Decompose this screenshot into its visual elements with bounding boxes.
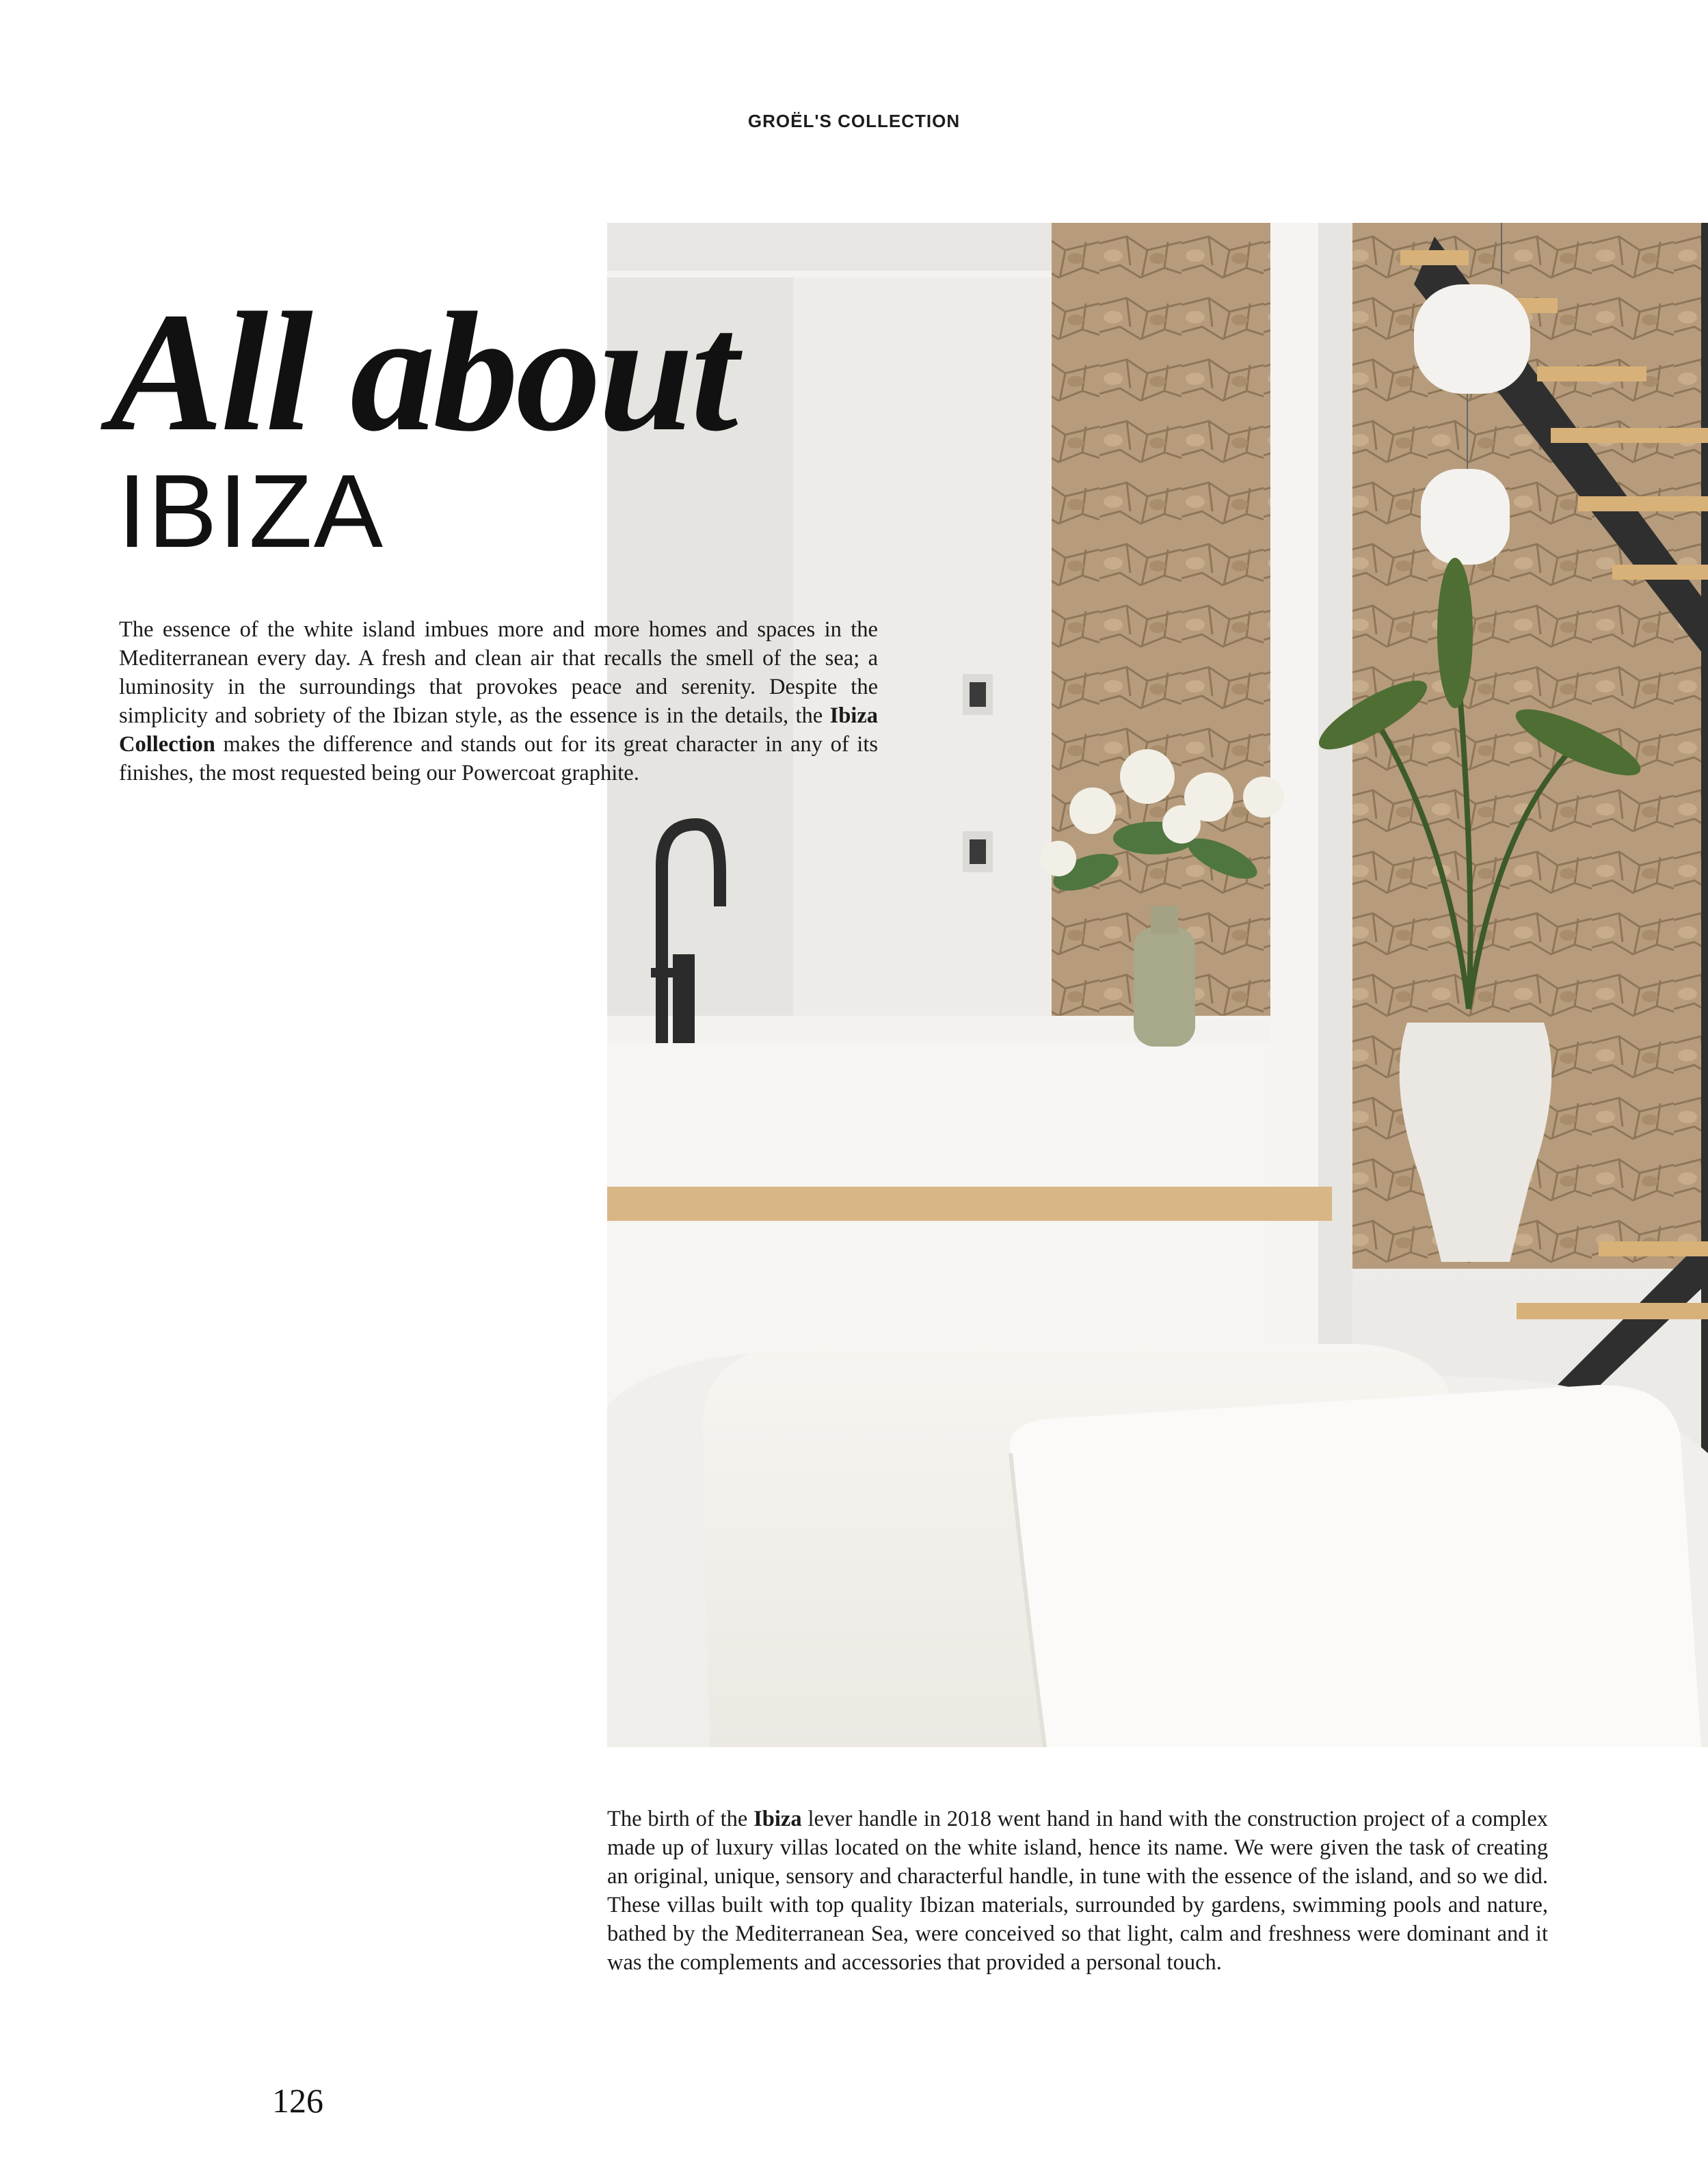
body-text-1: The birth of the [607, 1807, 754, 1831]
body-text-2: lever handle in 2018 went hand in hand with the construction project of a complex made up of luxury villas located on the white island, hence its name. We were given the task of creating an original, unique, sensory and characterful handle, in tune with the essence of the island, and so we did. These villas built with top quality Ibizan materials, surrounded by gardens, swimming pools and nature, bathed by the Mediterranean Sea, were conceived so that light, calm and freshness were dominant and it was the complements and accessories that provided a personal touch. [607, 1807, 1549, 1975]
running-header: GROËL'S COLLECTION [747, 111, 961, 131]
page-number: 126 [272, 2081, 323, 2120]
intro-bold-text: Ibiza Collection [119, 703, 878, 757]
intro-text-2: makes the difference and stands out for its great character in any of its finishes, the most requested being our Powercoat graphite. [119, 732, 878, 785]
title-main-line: IBIZA [118, 453, 385, 569]
intro-text-1: The essence of the white island imbues more and more homes and spaces in the Mediterranean every day. A fresh and clean air that recalls the smell of the sea; a luminosity in the surroundings that provokes peace and serenity. Despite the simplicity and sobriety of the Ibizan style, as the essence is in the details, the [119, 617, 878, 728]
body-paragraph [607, 1805, 1548, 1977]
title-script-line: All about [109, 278, 736, 467]
interior-photo [607, 223, 1708, 1747]
body-bold-text: Ibiza [753, 1807, 802, 1831]
intro-paragraph [119, 615, 878, 787]
